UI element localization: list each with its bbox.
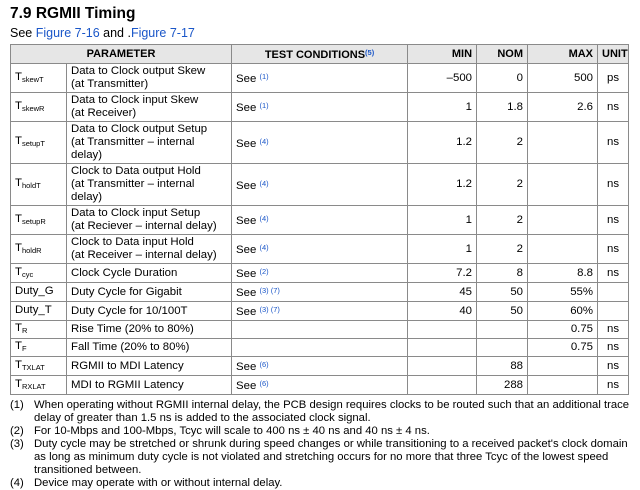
description-line-1: Fall Time (20% to 80%) <box>71 341 190 353</box>
footnote-text: When operating without RGMII internal delay, the PCB design requires clocks to be routed such that an additional trace delay of greater than 1.5 ns is added to the associated clock signal. <box>34 399 630 424</box>
symbol-subscript: cyc <box>21 269 34 279</box>
footnote-ref[interactable]: (3) (7) <box>259 305 280 314</box>
see-figures-line <box>10 25 632 42</box>
footnote-number: (1) <box>10 399 24 411</box>
symbol-subscript: F <box>21 344 27 353</box>
table-row <box>11 357 629 376</box>
parameter-description <box>67 302 232 321</box>
min-value: 1 <box>408 93 477 122</box>
parameter-symbol <box>11 321 67 339</box>
description-line-2: (at Transmitter – internal delay) <box>71 136 195 161</box>
test-condition <box>232 283 408 302</box>
symbol-subscript: setupR <box>21 216 46 226</box>
description-line-1: Data to Clock input Skew <box>71 94 199 106</box>
nom-value: 50 <box>477 302 528 321</box>
test-condition <box>232 339 408 357</box>
test-condition <box>232 376 408 395</box>
nom-value: 0 <box>477 64 528 93</box>
footnote-ref[interactable]: (6) <box>259 379 269 388</box>
description-line-2: (at Receiver – internal delay) <box>71 249 217 261</box>
symbol-text: T <box>15 377 22 390</box>
unit-value: ps <box>598 64 629 93</box>
parameter-description <box>67 376 232 395</box>
parameter-description <box>67 357 232 376</box>
header-max: MAX <box>528 45 598 64</box>
min-value <box>408 357 477 376</box>
nom-value: 288 <box>477 376 528 395</box>
symbol-subscript: R <box>21 326 28 335</box>
header-parameter: PARAMETER <box>11 45 232 64</box>
max-value: 0.75 <box>528 321 598 339</box>
min-value: 1 <box>408 235 477 264</box>
description-line-1: Rise Time (20% to 80%) <box>71 323 194 335</box>
table-row <box>11 64 629 93</box>
parameter-description <box>67 283 232 302</box>
condition-text: See <box>236 215 260 227</box>
description-line-2: (at Transmitter) <box>71 78 149 90</box>
max-value <box>528 376 598 395</box>
min-value: 40 <box>408 302 477 321</box>
symbol-subscript: skewR <box>21 103 45 113</box>
header-unit: UNIT <box>598 45 629 64</box>
max-value <box>528 206 598 235</box>
test-condition <box>232 302 408 321</box>
symbol-text: T <box>15 135 22 147</box>
test-condition <box>232 235 408 264</box>
see-prefix: See <box>10 26 36 40</box>
header-test-conditions-note[interactable]: (5) <box>365 48 375 57</box>
section-heading: 7.9 RGMII Timing <box>10 5 136 22</box>
footnote-number: (4) <box>10 477 24 489</box>
nom-value: 2 <box>477 235 528 264</box>
symbol-subscript: setupT <box>21 139 45 148</box>
table-row <box>11 93 629 122</box>
max-value <box>528 235 598 264</box>
description-line-2: (at Reciever – internal delay) <box>71 220 217 232</box>
symbol-text: T <box>15 177 22 189</box>
unit-value <box>598 283 629 302</box>
parameter-symbol <box>11 376 67 395</box>
parameter-description <box>67 206 232 235</box>
min-value: 45 <box>408 283 477 302</box>
description-line-1: Duty Cycle for 10/100T <box>71 304 188 317</box>
max-value: 500 <box>528 64 598 93</box>
test-condition <box>232 93 408 122</box>
test-condition <box>232 264 408 283</box>
table-row <box>11 302 629 321</box>
condition-text: See <box>236 102 260 114</box>
description-line-1: Clock to Data output Hold <box>71 165 201 177</box>
description-line-2: (at Transmitter – internal delay) <box>71 178 195 203</box>
unit-value: ns <box>598 357 629 376</box>
table-row <box>11 339 629 357</box>
max-value <box>528 122 598 164</box>
header-test-conditions <box>232 45 408 64</box>
footnote-ref[interactable]: (2) <box>259 267 269 276</box>
footnote-ref[interactable]: (4) <box>259 214 269 223</box>
condition-text: See <box>236 137 260 150</box>
footnote-item <box>10 477 630 490</box>
table-row <box>11 321 629 339</box>
symbol-text: Duty_T <box>15 303 52 316</box>
table-row <box>11 164 629 206</box>
test-condition <box>232 164 408 206</box>
footnote-text: For 10-Mbps and 100-Mbps, Tcyc will scale to 400 ns ± 40 ns and 40 ns ± 4 ns. <box>34 425 430 437</box>
footnote-ref[interactable]: (4) <box>259 178 269 188</box>
condition-text: See <box>236 244 260 256</box>
description-line-1: Data to Clock output Skew <box>71 65 206 77</box>
parameter-symbol <box>11 93 67 122</box>
unit-value: ns <box>598 376 629 395</box>
symbol-text: Duty_G <box>15 284 54 297</box>
condition-text: See <box>236 268 260 280</box>
symbol-subscript: RXLAT <box>21 381 46 391</box>
figure-7-17-link[interactable]: Figure 7-17 <box>130 26 195 40</box>
test-condition <box>232 321 408 339</box>
nom-value: 88 <box>477 357 528 376</box>
nom-value: 8 <box>477 264 528 283</box>
condition-text: See <box>236 287 260 299</box>
nom-value: 50 <box>477 283 528 302</box>
unit-value <box>598 302 629 321</box>
parameter-description <box>67 339 232 357</box>
max-value: 8.8 <box>528 264 598 283</box>
min-value <box>408 339 477 357</box>
parameter-symbol <box>11 264 67 283</box>
condition-text: See <box>236 73 260 85</box>
symbol-text: T <box>15 265 22 278</box>
symbol-text: T <box>15 358 22 371</box>
footnotes <box>10 399 630 490</box>
header-min: MIN <box>408 45 477 64</box>
symbol-text: T <box>15 340 22 352</box>
see-middle: and . <box>99 26 131 40</box>
unit-value: ns <box>598 264 629 283</box>
footnote-number: (3) <box>10 438 24 450</box>
table-row <box>11 264 629 283</box>
description-line-1: MDI to RGMII Latency <box>71 378 184 391</box>
max-value: 55% <box>528 283 598 302</box>
parameter-symbol <box>11 122 67 164</box>
footnote-item <box>10 438 630 477</box>
table-row <box>11 206 629 235</box>
condition-text: See <box>236 179 260 192</box>
rgmii-timing-table <box>10 44 629 395</box>
max-value: 2.6 <box>528 93 598 122</box>
nom-value: 2 <box>477 164 528 206</box>
description-line-1: Clock Cycle Duration <box>71 266 178 279</box>
max-value: 60% <box>528 302 598 321</box>
min-value: –500 <box>408 64 477 93</box>
unit-value: ns <box>598 93 629 122</box>
header-test-conditions-label: TEST CONDITIONS <box>264 49 366 61</box>
footnote-item <box>10 425 630 438</box>
unit-value: ns <box>598 122 629 164</box>
unit-value: ns <box>598 235 629 264</box>
footnote-ref[interactable]: (4) <box>259 243 269 252</box>
test-condition <box>232 206 408 235</box>
footnote-ref[interactable]: (4) <box>259 136 269 146</box>
description-line-1: Data to Clock input Setup <box>71 207 201 219</box>
description-line-2: (at Receiver) <box>71 107 137 119</box>
min-value: 1.2 <box>408 164 477 206</box>
nom-value: 2 <box>477 206 528 235</box>
symbol-subscript: skewT <box>21 74 44 84</box>
parameter-description <box>67 93 232 122</box>
footnote-ref[interactable]: (1) <box>259 72 269 81</box>
unit-value: ns <box>598 206 629 235</box>
parameter-description <box>67 122 232 164</box>
symbol-subscript: TXLAT <box>21 362 45 372</box>
description-line-1: Duty Cycle for Gigabit <box>71 285 182 298</box>
parameter-description <box>67 264 232 283</box>
parameter-symbol <box>11 357 67 376</box>
max-value: 0.75 <box>528 339 598 357</box>
min-value: 1 <box>408 206 477 235</box>
parameter-symbol <box>11 339 67 357</box>
test-condition <box>232 64 408 93</box>
table-row <box>11 122 629 164</box>
parameter-description <box>67 235 232 264</box>
symbol-text: T <box>15 241 22 254</box>
footnote-number: (2) <box>10 425 24 437</box>
table-header-row <box>11 45 629 64</box>
parameter-description <box>67 321 232 339</box>
nom-value <box>477 339 528 357</box>
parameter-symbol <box>11 64 67 93</box>
symbol-subscript: holdR <box>21 245 42 255</box>
parameter-symbol <box>11 164 67 206</box>
footnote-ref[interactable]: (3) (7) <box>259 286 280 295</box>
footnote-item <box>10 399 630 425</box>
parameter-description <box>67 164 232 206</box>
description-line-1: RGMII to MDI Latency <box>71 359 184 372</box>
test-condition <box>232 122 408 164</box>
description-line-1: Data to Clock output Setup <box>71 123 208 135</box>
symbol-text: T <box>15 212 22 225</box>
symbol-text: T <box>15 70 22 83</box>
table-row <box>11 235 629 264</box>
parameter-symbol <box>11 283 67 302</box>
footnote-text: Duty cycle may be stretched or shrunk during speed changes or while transitioning to a received packet's clock domain as long as minimum duty cycle is not violated and stretching occurs for no more that three Tcyc of the lowest speed transitioned between. <box>34 438 628 476</box>
max-value <box>528 164 598 206</box>
nom-value <box>477 321 528 339</box>
description-line-1: Clock to Data input Hold <box>71 236 194 248</box>
condition-text: See <box>236 306 260 318</box>
max-value <box>528 357 598 376</box>
unit-value: ns <box>598 164 629 206</box>
parameter-symbol <box>11 302 67 321</box>
symbol-text: T <box>15 322 22 334</box>
unit-value: ns <box>598 321 629 339</box>
footnote-text: Device may operate with or without internal delay. <box>34 477 283 489</box>
unit-value: ns <box>598 339 629 357</box>
test-condition <box>232 357 408 376</box>
parameter-symbol <box>11 206 67 235</box>
condition-text: See <box>236 361 260 373</box>
min-value <box>408 321 477 339</box>
min-value: 1.2 <box>408 122 477 164</box>
header-nom: NOM <box>477 45 528 64</box>
nom-value: 2 <box>477 122 528 164</box>
figure-7-16-link[interactable]: Figure 7-16 <box>35 26 100 40</box>
footnote-ref[interactable]: (1) <box>259 101 269 110</box>
symbol-text: T <box>15 99 22 112</box>
parameter-description <box>67 64 232 93</box>
condition-text: See <box>236 380 260 392</box>
table-row <box>11 283 629 302</box>
min-value <box>408 376 477 395</box>
min-value: 7.2 <box>408 264 477 283</box>
footnote-ref[interactable]: (6) <box>259 360 269 369</box>
parameter-symbol <box>11 235 67 264</box>
nom-value: 1.8 <box>477 93 528 122</box>
table-row <box>11 376 629 395</box>
symbol-subscript: holdT <box>21 181 41 190</box>
